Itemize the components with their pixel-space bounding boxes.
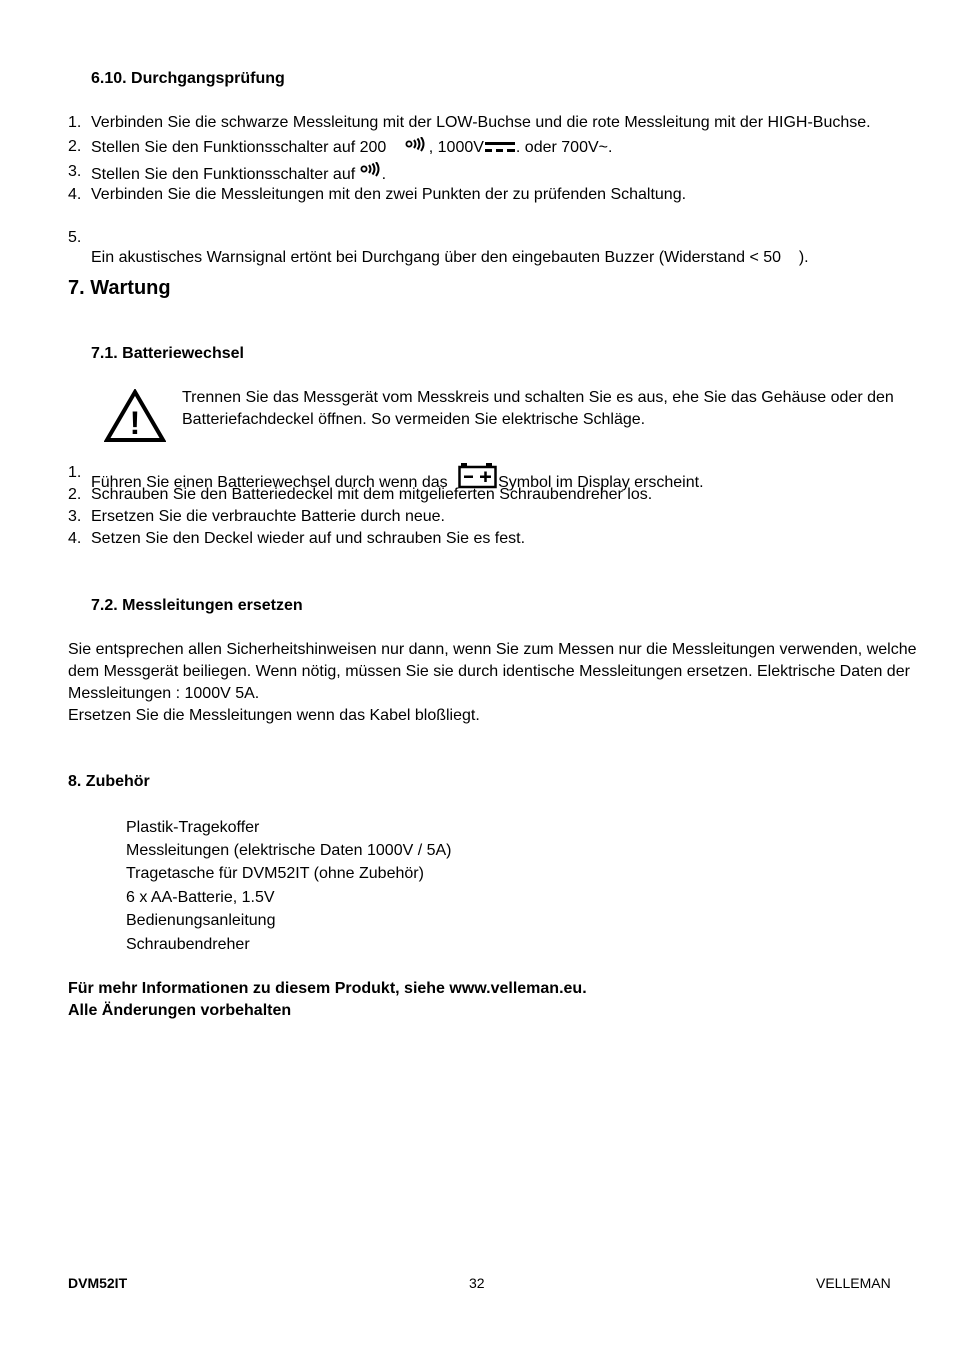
list-text-post: .: [381, 166, 387, 183]
list-text: [91, 162, 386, 185]
section-heading-7: 7. Wartung: [68, 277, 171, 299]
paragraph-line: dem Messgerät beiliegen. Wenn nötig, müssen Sie sie durch identische Messleitungen ersetzen. Elektrische Daten der: [68, 663, 910, 680]
list-number: 4.: [68, 186, 82, 203]
list-text-post: Symbol im Display erscheint.: [498, 474, 704, 491]
buzzer-icon: [405, 137, 427, 153]
accessory-item: Bedienungsanleitung: [126, 912, 276, 929]
closing-line: Alle Änderungen vorbehalten: [68, 1002, 292, 1019]
section-heading-7-1: 7.1. Batteriewechsel: [91, 345, 244, 362]
list-text-pre: Stellen Sie den Funktionsschalter auf 200: [91, 139, 387, 156]
list-text: Verbinden Sie die Messleitungen mit den zwei Punkten der zu prüfenden Schaltung.: [91, 186, 687, 203]
paragraph-line: Messleitungen : 1000V 5A.: [68, 685, 260, 702]
accessory-item: Tragetasche für DVM52IT (ohne Zubehör): [126, 865, 424, 882]
warning-triangle-icon: [104, 389, 166, 443]
paragraph-line: Sie entsprechen allen Sicherheitshinweisen nur dann, wenn Sie zum Messen nur die Messleitungen verwenden, welche: [68, 641, 917, 658]
paragraph-line: Ersetzen Sie die Messleitungen wenn das Kabel bloßliegt.: [68, 707, 480, 724]
list-number: 3.: [68, 508, 82, 525]
list-number: 5.: [68, 229, 82, 246]
section-heading-6-10: 6.10. Durchgangsprüfung: [91, 70, 285, 87]
footer-page-number: 32: [469, 1275, 485, 1291]
accessory-item: Schraubendreher: [126, 936, 250, 953]
warning-text-line: Batteriefachdeckel öffnen. So vermeiden Sie elektrische Schläge.: [182, 411, 646, 428]
footer-brand: VELLEMAN: [816, 1275, 891, 1291]
footer-model: DVM52IT: [68, 1275, 128, 1291]
list-number: 1.: [68, 114, 82, 131]
list-item: [0, 208, 954, 268]
list-number: 1.: [68, 464, 82, 481]
list-number: 4.: [68, 530, 82, 547]
warning-text-line: Trennen Sie das Messgerät vom Messkreis und schalten Sie es aus, ehe Sie das Gehäuse oder den: [182, 389, 894, 406]
list-text: Setzen Sie den Deckel wieder auf und schrauben Sie es fest.: [91, 530, 526, 547]
list-text-pre: Stellen Sie den Funktionsschalter auf: [91, 166, 356, 183]
list-number: 2.: [68, 486, 82, 503]
accessory-item: 6 x AA-Batterie, 1.5V: [126, 889, 275, 906]
accessory-item: Messleitungen (elektrische Daten 1000V / 5A): [126, 842, 452, 859]
dc-symbol-icon: [484, 138, 516, 154]
section-heading-8: 8. Zubehör: [68, 773, 150, 790]
buzzer-icon: [360, 162, 382, 178]
list-text: Schrauben Sie den Batteriedeckel mit dem mitgelieferten Schraubendreher los.: [91, 486, 653, 503]
closing-line: Für mehr Informationen zu diesem Produkt, siehe www.velleman.eu.: [68, 980, 587, 997]
list-number: 3.: [68, 163, 82, 180]
section-heading-7-2: 7.2. Messleitungen ersetzen: [91, 597, 303, 614]
list-text: Verbinden Sie die schwarze Messleitung mit der LOW-Buchse und die rote Messleitung mit der HIGH-Buchse.: [91, 114, 871, 131]
svg-text:!: !: [129, 405, 141, 441]
accessory-item: Plastik-Tragekoffer: [126, 819, 260, 836]
list-text-mid: , 1000V: [428, 139, 484, 156]
list-text-pre: Führen Sie einen Batteriewechsel durch wenn das: [91, 474, 448, 491]
list-text: [91, 137, 612, 158]
list-text-post: . oder 700V~.: [515, 139, 613, 156]
list-text: Ersetzen Sie die verbrauchte Batterie durch neue.: [91, 508, 445, 525]
list-text: Ein akustisches Warnsignal ertönt bei Durchgang über den eingebauten Buzzer (Widerstand < 50 ).: [91, 249, 809, 266]
list-number: 2.: [68, 138, 82, 155]
